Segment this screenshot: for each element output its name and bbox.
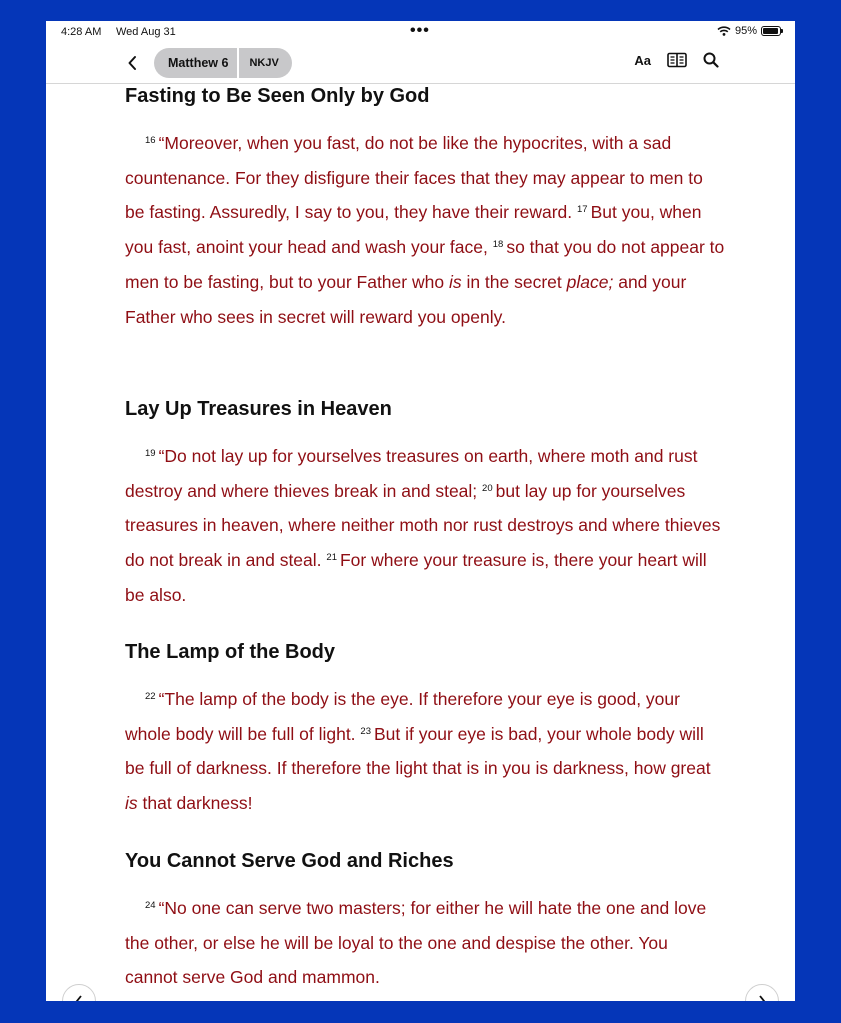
version-button[interactable]: NKJV [249,57,279,69]
wifi-icon [717,26,731,36]
verse-text[interactable]: “No one can serve two masters; for either he will hate the one and love the other, or else he will be loyal to the one and despise the other. You cannot serve God and mammon. [125,898,707,988]
section-heading: You Cannot Serve God and Riches [125,850,454,872]
section-heading: The Lamp of the Body [125,641,335,663]
verse-text[interactable]: and your Father who sees in secret will reward you openly. [125,271,687,327]
status-bar [46,21,795,43]
section-passage [125,126,725,334]
section-heading: Lay Up Treasures in Heaven [125,398,392,420]
verse-number[interactable]: 19 [145,448,156,459]
verse-number[interactable]: 21 [326,552,337,564]
app-screen [46,21,795,1001]
verse-text-italic[interactable]: place; [566,271,614,292]
verse-text[interactable]: that darkness! [137,793,253,814]
next-chapter-button[interactable] [745,984,779,1001]
multitasking-dots-icon[interactable]: ••• [410,22,430,39]
section-heading: Fasting to Be Seen Only by God [125,85,430,107]
battery-percent: 95% [734,25,757,37]
verse-number[interactable]: 22 [145,691,156,702]
verse-text-italic[interactable]: is [448,271,462,292]
section-passage [125,891,725,995]
verse-number[interactable]: 17 [577,204,588,216]
search-icon[interactable] [703,52,719,68]
verse-text[interactable]: but lay up for yourselves treasures in heaven, where neither moth nor rust destroys and where thieves do not break in and steal. [125,480,721,571]
verse-text[interactable]: so that you do not appear to men to be fasting, but to your Father who [125,237,725,292]
chevron-left-icon [127,55,137,71]
status-right [717,25,781,37]
verse-text[interactable]: “The lamp of the body is the eye. If therefore your eye is good, your whole body will be full of light. [125,689,680,744]
verse-text[interactable]: “Moreover, when you fast, do not be like the hypocrites, with a sad countenance. For they disfigure their faces that they may appear to men to be fasting. Assuredly, I say to you, they have their reward. [125,133,703,223]
verse-text-italic[interactable]: is [125,793,138,814]
font-settings-button[interactable]: Aa [634,52,651,68]
status-time: 4:28 AM [61,26,102,38]
verse-number[interactable]: 24 [145,900,156,911]
section-passage [125,682,725,821]
chevron-right-icon [758,995,766,1001]
verse-text[interactable]: For where your treasure is, there your heart will be also. [125,550,707,605]
nav-actions [634,52,719,68]
status-date: Wed Aug 31 [116,26,176,38]
back-button[interactable] [124,51,140,75]
verse-text[interactable]: But you, when you fast, anoint your head and wash your face, [125,202,702,258]
section-passage [125,439,725,613]
verse-text[interactable]: “Do not lay up for yourselves treasures on earth, where moth and rust destroy and where thieves break in and steal; [125,446,698,501]
parallel-bible-icon[interactable] [667,52,687,68]
chevron-left-icon [75,995,83,1001]
previous-chapter-button[interactable] [62,984,96,1001]
reference-selector [154,48,292,78]
verse-number[interactable]: 18 [492,239,504,251]
book-chapter-button[interactable]: Matthew 6 [168,56,229,70]
reader-navbar [46,43,795,84]
verse-text[interactable]: in the secret [461,271,567,292]
verse-number[interactable]: 16 [145,135,156,146]
verse-text[interactable]: But if your eye is bad, your whole body will be full of darkness. If therefore the light that is in you is darkness, how great [125,723,711,779]
battery-icon [761,26,781,36]
verse-number[interactable]: 20 [482,482,493,494]
verse-number[interactable]: 23 [360,725,371,737]
